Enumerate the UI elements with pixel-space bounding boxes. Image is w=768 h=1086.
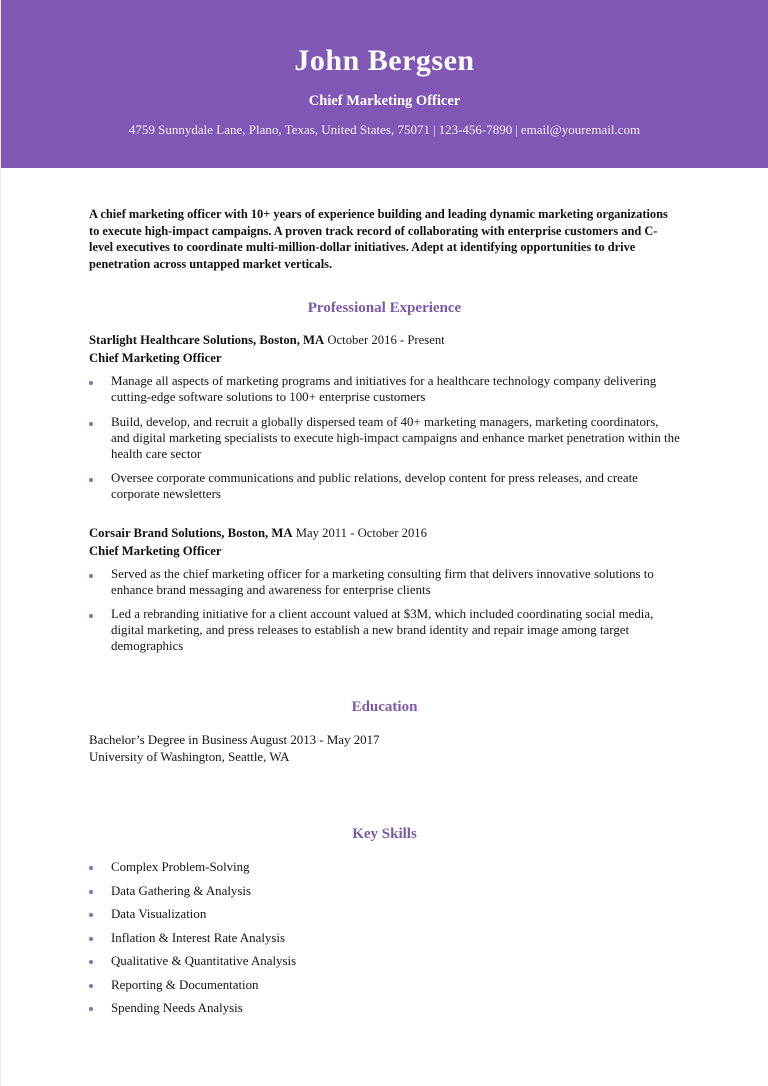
- experience-role: Chief Marketing Officer: [89, 543, 222, 558]
- experience-organization: Starlight Healthcare Solutions, Boston, MA: [89, 333, 325, 348]
- list-item: Manage all aspects of marketing programs and initiatives for a healthcare technology company delivering cutting-edge software solutions to 100+ enterprise customers: [89, 374, 680, 406]
- experience-org-line: [89, 332, 680, 349]
- section-heading-experience: Professional Experience: [307, 300, 462, 317]
- professional-summary: A chief marketing officer with 10+ years of experience building and leading dynamic marketing organizations to execute high-impact campaigns. A proven track record of collaborating with enterprise customers and C-level executives to coordinate multi-million-dollar initiatives. Adept at identifying opportunities to drive penetration across untapped market verticals.: [89, 207, 668, 271]
- experience-dates: October 2016 - Present: [327, 333, 445, 348]
- education-entry: [89, 732, 680, 766]
- list-item: Inflation & Interest Rate Analysis: [89, 931, 680, 946]
- list-item: Spending Needs Analysis: [89, 1001, 680, 1016]
- list-item: Data Visualization: [89, 907, 680, 922]
- experience-dates: May 2011 - October 2016: [295, 526, 427, 541]
- resume-header: [1, 0, 768, 168]
- experience-organization: Corsair Brand Solutions, Boston, MA: [89, 526, 293, 541]
- resume-body: [1, 206, 768, 1016]
- contact-separator-2: |: [515, 121, 518, 137]
- education-school: University of Washington, Seattle, WA: [89, 750, 290, 765]
- list-item: Served as the chief marketing officer for a marketing consulting firm that delivers innovative solutions to enhance brand messaging and awareness for enterprise clients: [89, 567, 680, 599]
- contact-address: 4759 Sunnydale Lane, Plano, Texas, United States, 75071: [128, 121, 430, 137]
- experience-bullet-list: [89, 374, 680, 503]
- list-item: Complex Problem-Solving: [89, 860, 680, 875]
- experience-entry: [89, 525, 680, 655]
- experience-entry: [89, 332, 680, 503]
- list-item: Qualitative & Quantitative Analysis: [89, 954, 680, 969]
- section-heading-key-skills: Key Skills: [352, 826, 417, 843]
- list-item: Data Gathering & Analysis: [89, 884, 680, 899]
- candidate-job-title: Chief Marketing Officer: [308, 92, 461, 109]
- contact-email[interactable]: email@youremail.com: [520, 121, 641, 137]
- experience-role: Chief Marketing Officer: [89, 350, 222, 365]
- candidate-name: John Bergsen: [294, 44, 475, 77]
- experience-bullet-list: [89, 567, 680, 655]
- education-degree: Bachelor’s Degree in Business August 2013 - May 2017: [89, 733, 380, 748]
- key-skills-list: [89, 860, 680, 1016]
- contact-line: [25, 122, 744, 138]
- list-item: Build, develop, and recruit a globally dispersed team of 40+ marketing managers, marketing coordinators, and digital marketing specialists to execute high-impact campaigns and enhance market penetration within the health care sector: [89, 415, 680, 463]
- experience-org-line: [89, 525, 680, 542]
- section-heading-education: Education: [351, 699, 418, 716]
- list-item: Reporting & Documentation: [89, 978, 680, 993]
- contact-phone[interactable]: 123-456-7890: [438, 121, 513, 137]
- list-item: Led a rebranding initiative for a client account valued at $3M, which included coordinating social media, digital marketing, and press releases to establish a new brand identity and repair image among target demographics: [89, 607, 680, 655]
- contact-separator-1: |: [432, 121, 436, 137]
- list-item: Oversee corporate communications and public relations, develop content for press releases, and create corporate newsletters: [89, 471, 680, 503]
